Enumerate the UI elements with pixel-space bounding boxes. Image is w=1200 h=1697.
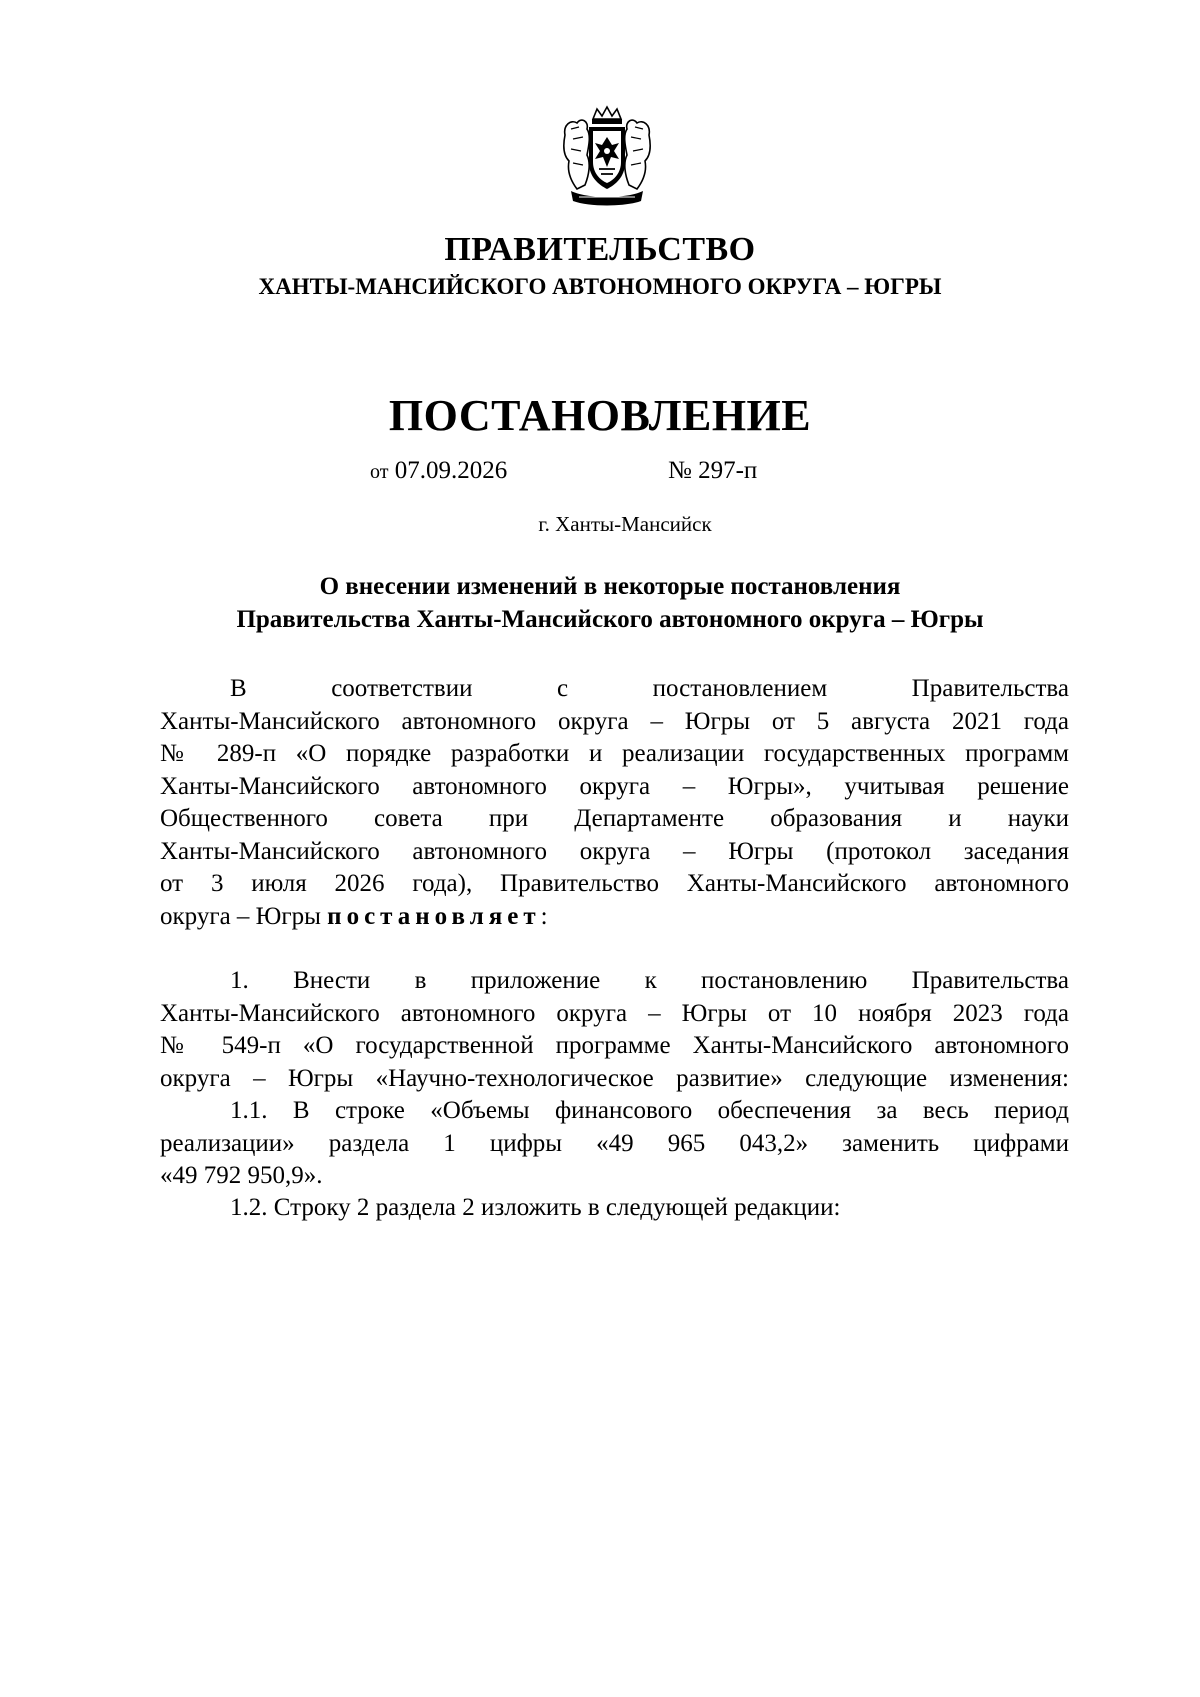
resolution-keyword: постановляет xyxy=(327,902,541,930)
org-title: ПРАВИТЕЛЬСТВО xyxy=(444,231,756,268)
text-line: В соответствии с постановлением Правительства xyxy=(230,675,1069,702)
paragraph-item-1-2 xyxy=(160,1192,1069,1225)
paragraph-item-1-1 xyxy=(160,1095,1069,1193)
text-line: Общественного совета при Департаменте образования и науки xyxy=(160,805,1069,832)
document-type-title: ПОСТАНОВЛЕНИЕ xyxy=(388,391,812,440)
paragraph-preamble xyxy=(160,673,1069,933)
document-subject xyxy=(150,570,1070,636)
date-prefix: от xyxy=(370,461,389,483)
text-line: от 3 июля 2026 года), Правительство Ханты-Мансийского автономного xyxy=(160,870,1069,897)
subject-line: Правительства Ханты-Мансийского автономного округа – Югры xyxy=(236,606,984,633)
text-fragment: : xyxy=(540,902,548,930)
text-line: Ханты-Мансийского автономного округа – Югры от 10 ноября 2023 года xyxy=(160,999,1069,1027)
document-city: г. Ханты-Мансийск xyxy=(538,512,712,536)
text-fragment: округа – Югры xyxy=(160,902,321,930)
text-line: 1.2. Строку 2 раздела 2 изложить в следующей редакции: xyxy=(230,1194,841,1221)
text-line-last xyxy=(160,901,1069,934)
subject-line: О внесении изменений в некоторые постановления xyxy=(319,573,901,600)
text-line: Ханты-Мансийского автономного округа – Югры», учитывая решение xyxy=(160,772,1069,800)
paragraph-item-1 xyxy=(160,965,1069,1095)
date-value: 07.09.2026 xyxy=(394,457,508,484)
text-line: № 289-п «О порядке разработки и реализации государственных программ xyxy=(160,740,1069,767)
text-line: № 549-п «О государственной программе Ханты-Мансийского автономного xyxy=(160,1032,1069,1059)
text-line: реализации» раздела 1 цифры «49 965 043,2» заменить цифрами xyxy=(160,1129,1069,1157)
coat-of-arms-emblem xyxy=(557,105,657,209)
text-line: 1. Внести в приложение к постановлению Правительства xyxy=(230,967,1069,994)
text-line: Ханты-Мансийского автономного округа – Югры от 5 августа 2021 года xyxy=(160,707,1069,735)
text-line: 1.1. В строке «Объемы финансового обеспечения за весь период xyxy=(230,1097,1069,1124)
document-date xyxy=(370,456,507,487)
text-line: «49 792 950,9». xyxy=(160,1162,323,1189)
text-line: округа – Югры «Научно-технологическое развитие» следующие изменения: xyxy=(160,1064,1069,1092)
text-line: Ханты-Мансийского автономного округа – Югры (протокол заседания xyxy=(160,837,1069,865)
org-subtitle: ХАНТЫ-МАНСИЙСКОГО АВТОНОМНОГО ОКРУГА – ЮГРЫ xyxy=(258,274,942,299)
document-number: № 297-п xyxy=(668,457,758,484)
